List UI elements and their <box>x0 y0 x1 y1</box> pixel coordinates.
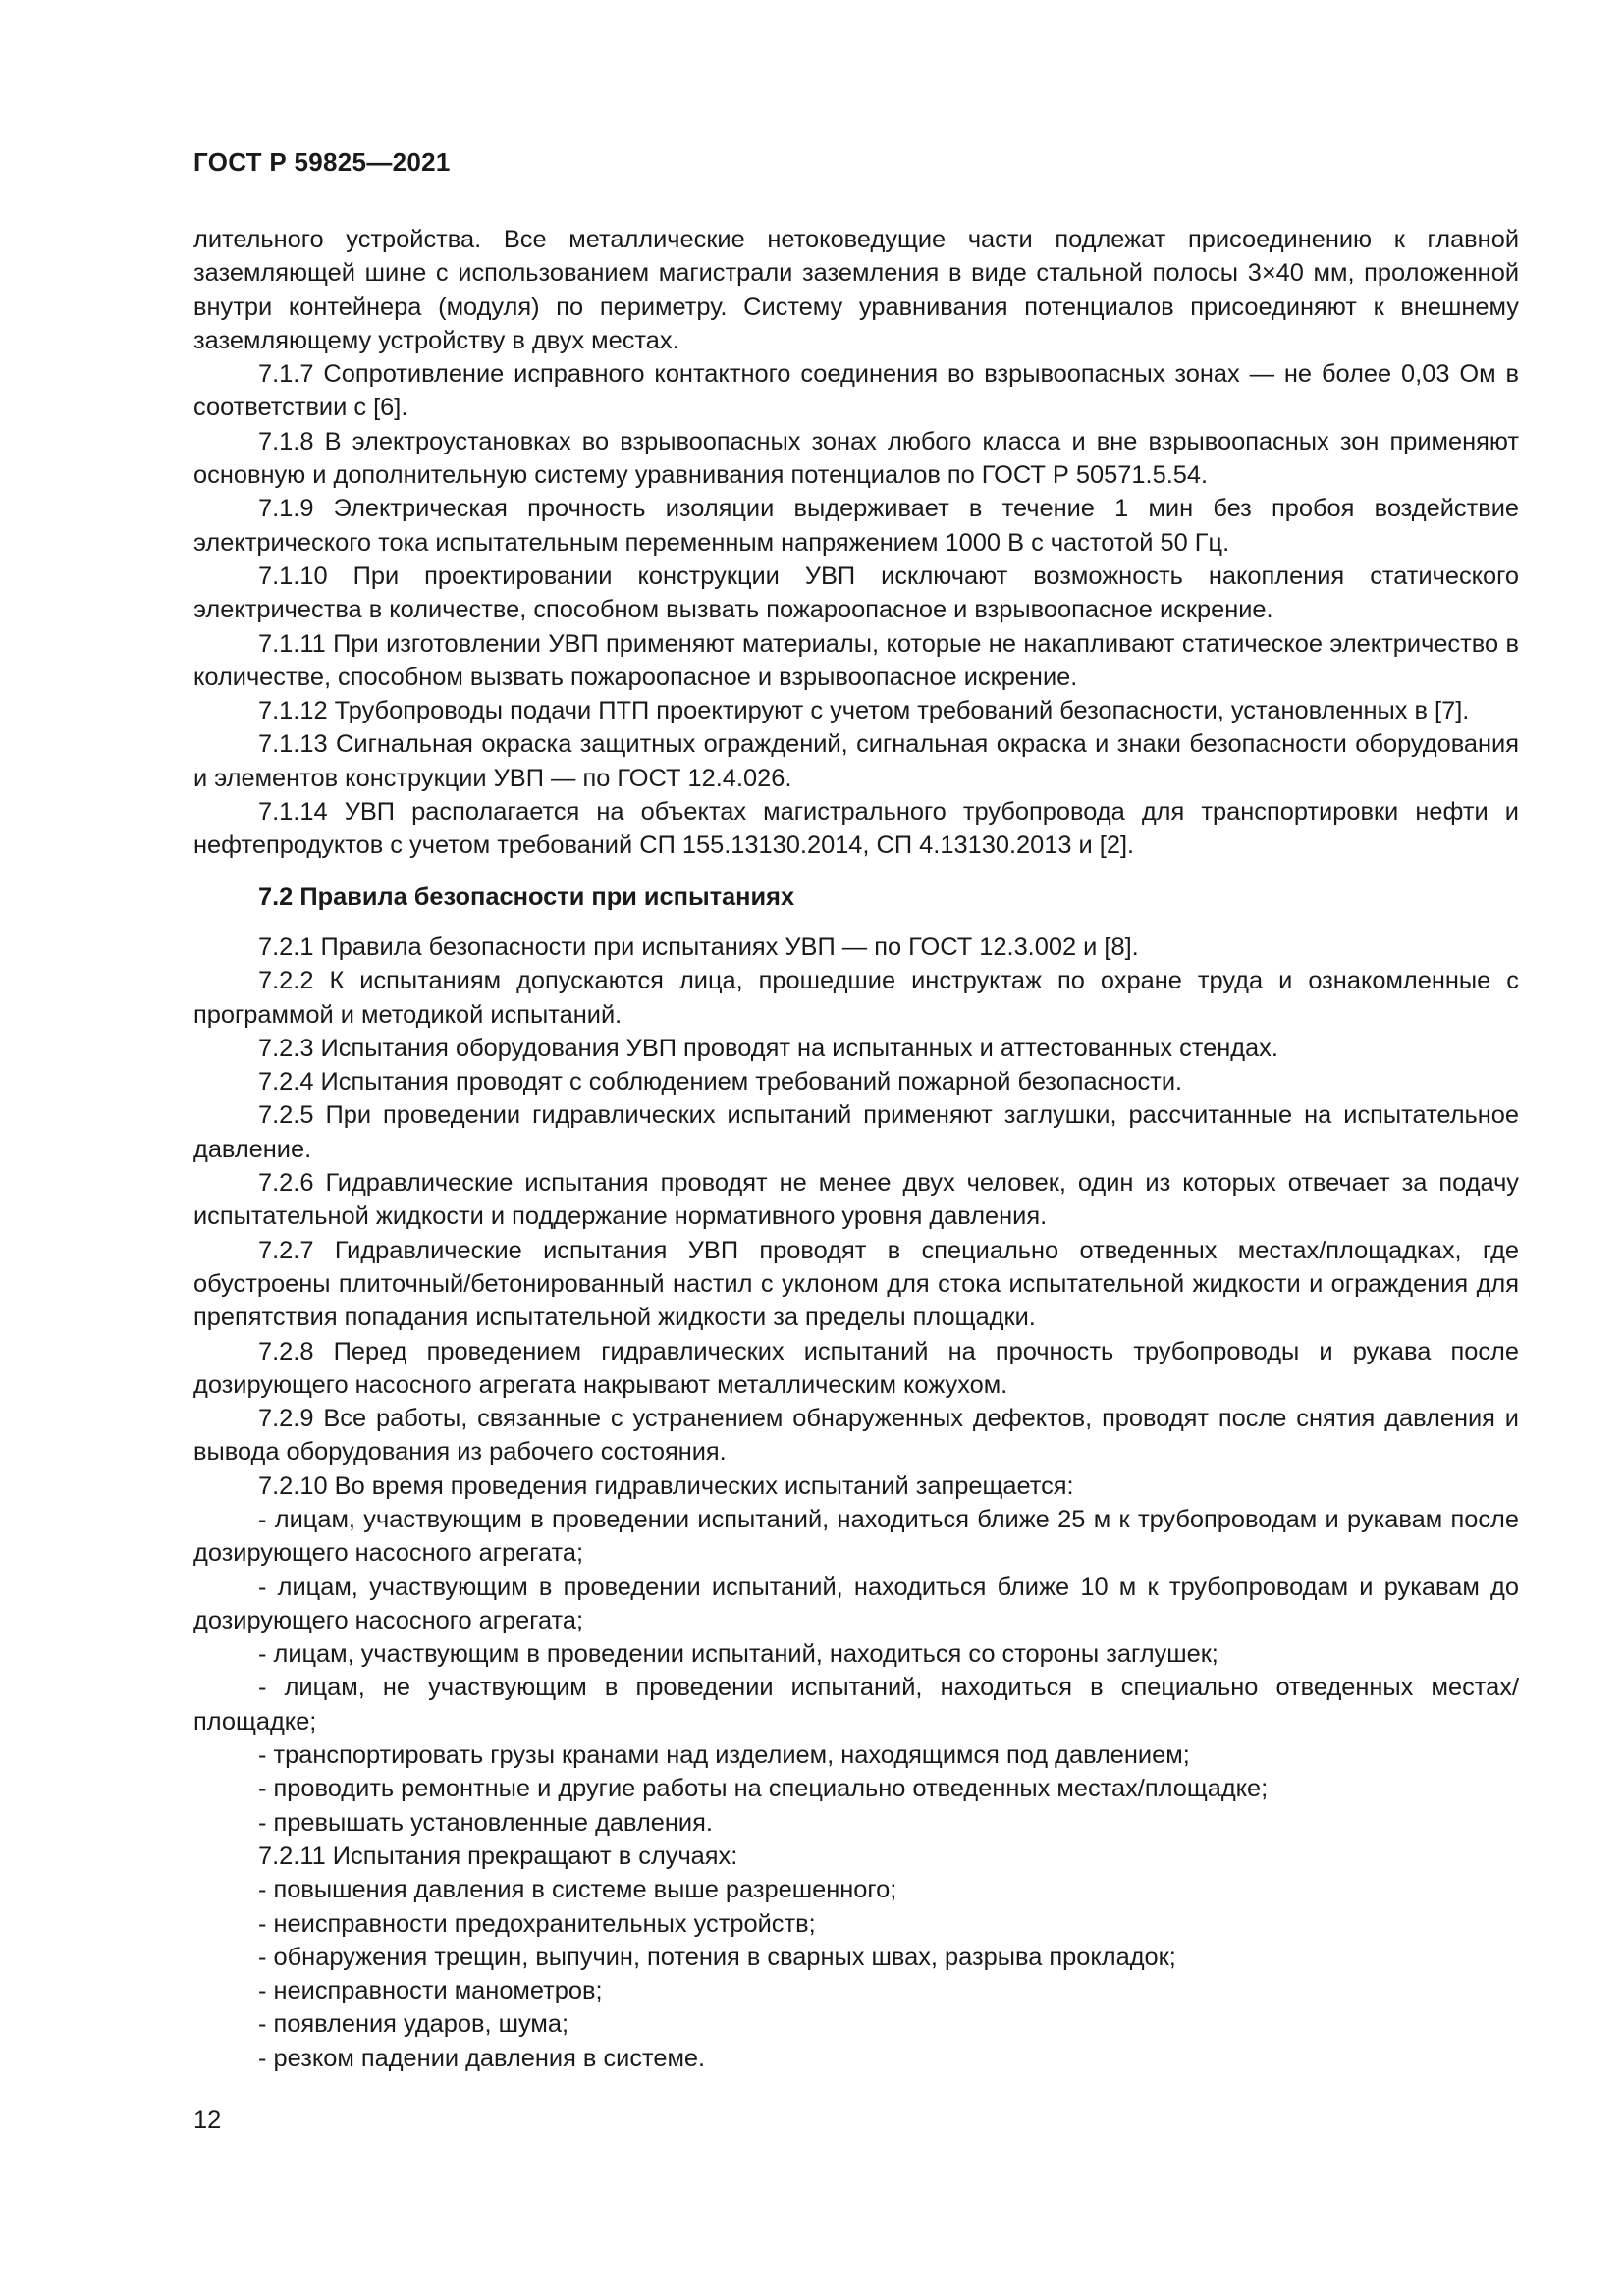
section-heading-7-2: 7.2 Правила безопасности при испытаниях <box>258 882 795 911</box>
list-item: - лицам, участвующим в проведении испытаний, находиться ближе 10 м к трубопроводам и рукавам до дозирующего насосного агрегата; <box>193 1573 1519 1634</box>
paragraph-7-2-5: 7.2.5 При проведении гидравлических испытаний применяют заглушки, рассчитанные на испытательное давление. <box>193 1101 1519 1163</box>
list-item: - неисправности предохранительных устройств; <box>258 1909 816 1938</box>
paragraph-7-2-3: 7.2.3 Испытания оборудования УВП проводят на испытанных и аттестованных стендах. <box>258 1034 1278 1062</box>
list-item: - повышения давления в системе выше разрешенного; <box>258 1876 897 1904</box>
paragraph-7-2-2: 7.2.2 К испытаниям допускаются лица, прошедшие инструктаж по охране труда и ознакомленные с программой и методикой испытаний. <box>193 967 1519 1029</box>
list-item: - резком падении давления в системе. <box>258 2044 706 2072</box>
paragraph-7-1-12: 7.1.12 Трубопроводы подачи ПТП проектируют с учетом требований безопасности, установленных в [7]. <box>258 697 1470 725</box>
list-item: - превышать установленные давления. <box>258 1808 713 1837</box>
list-item: - лицам, не участвующим в проведении испытаний, находиться в специально отведенных местах/площадке; <box>193 1674 1519 1735</box>
document-body <box>193 223 1519 2075</box>
paragraph-7-2-4: 7.2.4 Испытания проводят с соблюдением требований пожарной безопасности. <box>258 1068 1183 1096</box>
list-item: - лицам, участвующим в проведении испытаний, находиться со стороны заглушек; <box>258 1640 1218 1669</box>
document-header: ГОСТ Р 59825—2021 <box>193 147 451 177</box>
list-item: - проводить ремонтные и другие работы на специально отведенных местах/площадке; <box>258 1775 1269 1803</box>
paragraph-7-1-10: 7.1.10 При проектировании конструкции УВП исключают возможность накопления статического электричества в количестве, способном вызвать пожароопасное и взрывоопасное искрение. <box>193 561 1519 624</box>
paragraph-7-1-7: 7.1.7 Сопротивление исправного контактного соединения во взрывоопасных зонах — не более 0,03 Ом в соответствии с [6]. <box>193 360 1519 422</box>
paragraph-7-1-13: 7.1.13 Сигнальная окраска защитных ограждений, сигнальная окраска и знаки безопасности оборудования и элементов конструкции УВП — по ГОСТ 12.4.026. <box>193 730 1519 792</box>
paragraph-7-1-9: 7.1.9 Электрическая прочность изоляции выдерживает в течение 1 мин без пробоя воздействие электрического тока испытательным переменным напряжением 1000 В с частотой 50 Гц. <box>193 495 1519 557</box>
list-item: - транспортировать грузы кранами над изделием, находящимся под давлением; <box>258 1741 1190 1770</box>
paragraph-7-2-7: 7.2.7 Гидравлические испытания УВП проводят в специально отведенных местах/площадках, где обустроены плиточный/бетонированный настил с уклоном для стока испытательной жидкости и ограждения для препятствия попадания испытательной жидкости за пределы площадки. <box>193 1236 1519 1332</box>
paragraph-7-1-8: 7.1.8 В электроустановках во взрывоопасных зонах любого класса и вне взрывоопасных зон применяют основную и дополнительную систему уравнивания потенциалов по ГОСТ Р 50571.5.54. <box>193 427 1519 490</box>
list-item: - появления ударов, шума; <box>258 2010 569 2039</box>
list-item: - обнаружения трещин, выпучин, потения в сварных швах, разрыва прокладок; <box>258 1943 1176 1971</box>
list-item: - лицам, участвующим в проведении испытаний, находиться ближе 25 м к трубопроводам и рукавам после дозирующего насосного агрегата; <box>193 1505 1519 1568</box>
paragraph-7-2-11: 7.2.11 Испытания прекращают в случаях: <box>258 1842 738 1870</box>
list-item: - неисправности манометров; <box>258 1977 603 2005</box>
paragraph-7-2-8: 7.2.8 Перед проведением гидравлических испытаний на прочность трубопроводы и рукава после дозирующего насосного агрегата накрывают металлическим кожухом. <box>193 1337 1519 1399</box>
paragraph-7-2-1: 7.2.1 Правила безопасности при испытаниях УВП — по ГОСТ 12.3.002 и [8]. <box>258 933 1139 961</box>
paragraph-7-1-11: 7.1.11 При изготовлении УВП применяют материалы, которые не накапливают статическое электричество в количестве, способном вызвать пожароопасное и взрывоопасное искрение. <box>193 629 1519 691</box>
paragraph-continuation: лительного устройства. Все металлические нетоковедущие части подлежат присоединению к главной заземляющей шине с использованием магистрали заземления в виде стальной полосы 3×40 мм, проложенной внутри контейнера (модуля) по периметру. Систему уравнивания потенциалов присоединяют к внешнему заземляющему устройству в двух местах. <box>193 226 1519 354</box>
paragraph-7-1-14: 7.1.14 УВП располагается на объектах магистрального трубопровода для транспортировки нефти и нефтепродуктов с учетом требований СП 155.13130.2014, СП 4.13130.2013 и [2]. <box>193 798 1519 860</box>
paragraph-7-2-10: 7.2.10 Во время проведения гидравлических испытаний запрещается: <box>258 1471 1074 1500</box>
paragraph-7-2-6: 7.2.6 Гидравлические испытания проводят не менее двух человек, один из которых отвечает за подачу испытательной жидкости и поддержание нормативного уровня давления. <box>193 1169 1519 1231</box>
page-number: 12 <box>193 2107 222 2134</box>
paragraph-7-2-9: 7.2.9 Все работы, связанные с устранением обнаруженных дефектов, проводят после снятия давления и вывода оборудования из рабочего состояния. <box>193 1405 1519 1467</box>
